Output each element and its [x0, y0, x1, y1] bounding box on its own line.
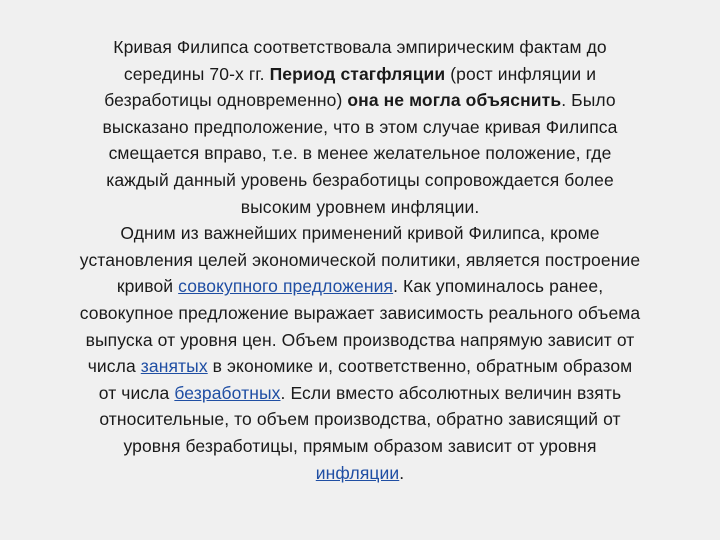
paragraph-1: [14, 34, 706, 220]
text-line: [14, 460, 706, 487]
text-line: [14, 220, 706, 247]
text-span: кривой: [116, 276, 179, 297]
text-span: в экономике и, соответственно, обратным образом: [207, 356, 633, 377]
text-line: [14, 247, 706, 274]
text-line: [14, 114, 706, 141]
text-line: [14, 327, 706, 354]
text-span: . Было: [561, 90, 616, 111]
link-employed[interactable]: занятых: [140, 356, 208, 377]
text-span: безработицы одновременно): [104, 90, 348, 111]
text-line: [14, 406, 706, 433]
text-span: высказано предположение, что в этом случае кривая Филипса: [102, 116, 618, 137]
text-span: Одним из важнейших применений кривой Филипса, кроме: [120, 223, 600, 244]
text-span: .: [399, 462, 405, 483]
text-line: [14, 140, 706, 167]
text-line: [14, 87, 706, 114]
text-line: [14, 167, 706, 194]
text-line: [14, 273, 706, 300]
link-aggregate-supply[interactable]: совокупного предложения: [178, 276, 394, 297]
text-span: смещается вправо, т.е. в менее желательное положение, где: [108, 143, 612, 164]
text-span: относительные, то объем производства, обратно зависящий от: [99, 409, 621, 430]
text-span: Кривая Филипса соответствовала эмпирическим фактам до: [113, 37, 607, 57]
text-span: выпуска от уровня цен. Объем производства напрямую зависит от: [85, 329, 635, 350]
text-span: каждый данный уровень безработицы сопровождается более: [106, 169, 614, 190]
text-span: . Как упоминалось ранее,: [393, 276, 604, 297]
link-unemployed[interactable]: безработных: [174, 382, 281, 403]
text-line: [14, 194, 706, 221]
text-line: [14, 380, 706, 407]
text-line: [14, 61, 706, 88]
text-span: (рост инфляции и: [445, 63, 597, 84]
text-line: [14, 433, 706, 460]
bold-term-stagflation: Период стагфляции: [269, 63, 446, 84]
bold-phrase: она не могла объяснить: [347, 90, 562, 111]
paragraph-2: [14, 220, 706, 486]
text-span: . Если вместо абсолютных величин взять: [280, 382, 622, 403]
text-span: от числа: [98, 382, 175, 403]
text-span: совокупное предложение выражает зависимость реального объема: [79, 302, 641, 323]
text-span: середины 70-х гг.: [123, 63, 270, 84]
text-block: [14, 34, 706, 486]
text-span: числа: [87, 356, 141, 377]
text-line: [14, 34, 706, 61]
text-span: установления целей экономической политики, является построение: [79, 249, 641, 270]
text-line: [14, 300, 706, 327]
text-span: уровня безработицы, прямым образом зависит от уровня: [123, 435, 597, 456]
link-inflation[interactable]: инфляции: [315, 462, 400, 483]
text-span: высоким уровнем инфляции.: [240, 196, 480, 217]
text-line: [14, 353, 706, 380]
